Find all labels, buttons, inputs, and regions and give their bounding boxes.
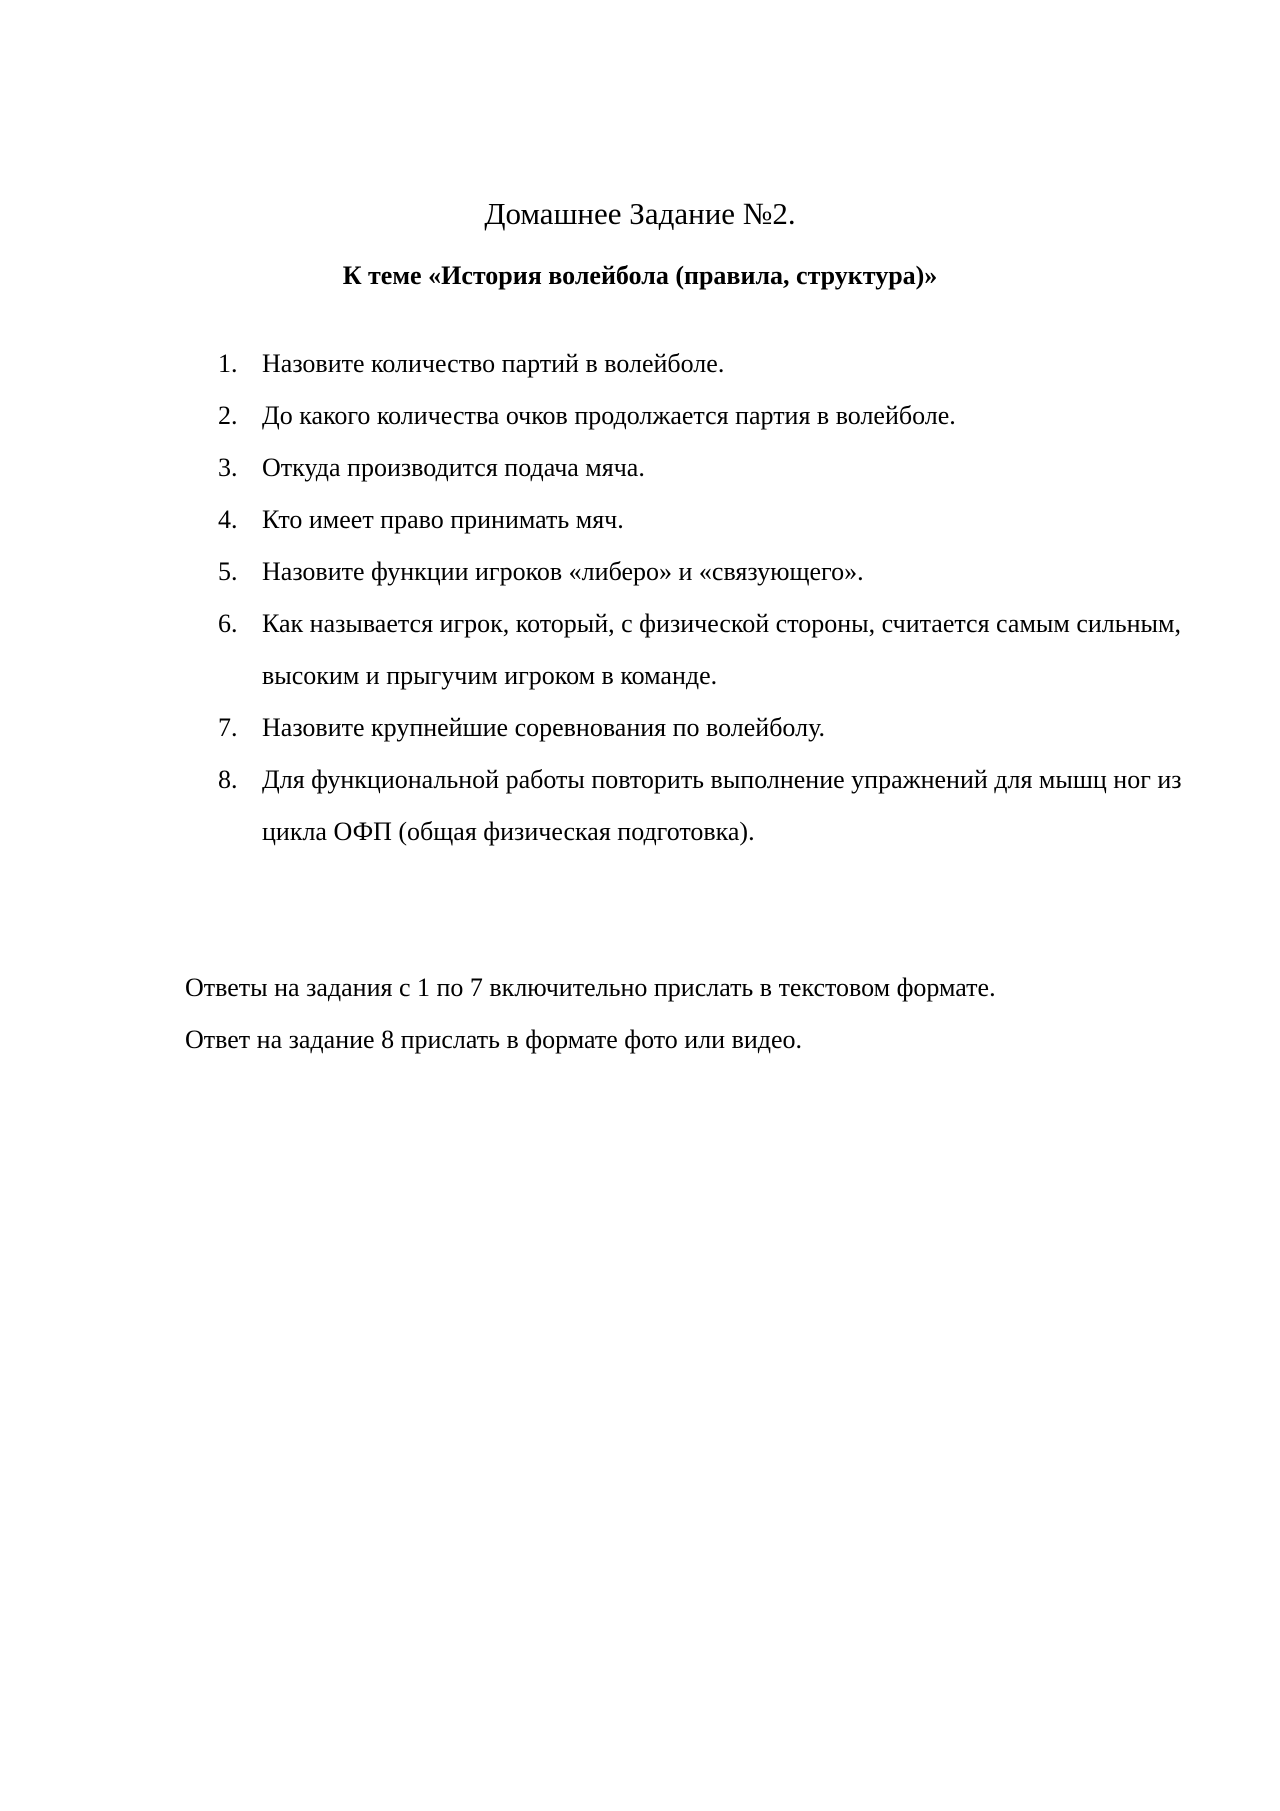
footer-line-text-answers: Ответы на задания с 1 по 7 включительно прислать в текстовом формате. bbox=[185, 973, 996, 1002]
task-number: 6. bbox=[218, 609, 238, 638]
task-text: Назовите количество партий в волейболе. bbox=[262, 349, 725, 378]
instructions-footer bbox=[185, 962, 1185, 1066]
task-item-8 bbox=[190, 754, 1190, 858]
task-item-2 bbox=[190, 390, 1190, 442]
task-text: Как называется игрок, который, с физической стороны, считается самым сильным, высоким и прыгучим игроком в команде. bbox=[262, 609, 1181, 690]
task-item-5 bbox=[190, 546, 1190, 598]
task-text: До какого количества очков продолжается партия в волейболе. bbox=[262, 401, 956, 430]
task-item-3 bbox=[190, 442, 1190, 494]
task-list bbox=[190, 338, 1190, 858]
task-number: 1. bbox=[218, 349, 238, 378]
task-number: 7. bbox=[218, 713, 238, 742]
task-number: 5. bbox=[218, 557, 238, 586]
task-item-4 bbox=[190, 494, 1190, 546]
task-text: Кто имеет право принимать мяч. bbox=[262, 505, 624, 534]
task-number: 8. bbox=[218, 765, 238, 794]
task-text: Назовите функции игроков «либеро» и «связующего». bbox=[262, 557, 864, 586]
task-text: Назовите крупнейшие соревнования по волейболу. bbox=[262, 713, 825, 742]
page-subtitle: К теме «История волейбола (правила, структура)» bbox=[342, 261, 938, 290]
task-item-1 bbox=[190, 338, 1190, 390]
task-text: Откуда производится подача мяча. bbox=[262, 453, 645, 482]
task-number: 2. bbox=[218, 401, 238, 430]
task-item-7 bbox=[190, 702, 1190, 754]
page-title: Домашнее Задание №2. bbox=[484, 196, 796, 231]
task-item-6 bbox=[190, 598, 1190, 702]
footer-line-media-answer: Ответ на задание 8 прислать в формате фото или видео. bbox=[185, 1025, 803, 1054]
task-number: 4. bbox=[218, 505, 238, 534]
task-number: 3. bbox=[218, 453, 238, 482]
task-text: Для функциональной работы повторить выполнение упражнений для мышц ног из цикла ОФП (общая физическая подготовка). bbox=[262, 765, 1182, 846]
